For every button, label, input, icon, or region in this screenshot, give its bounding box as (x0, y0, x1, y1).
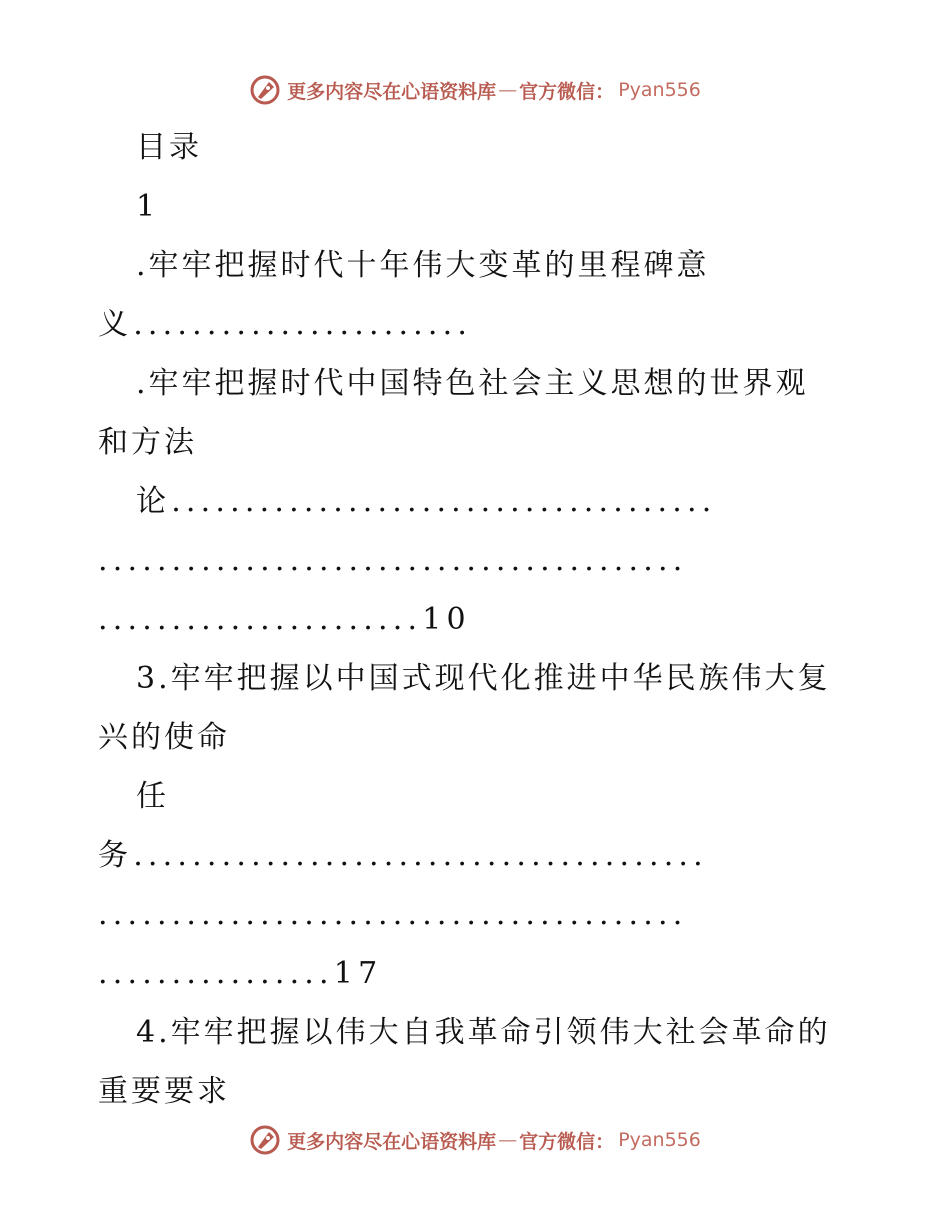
toc-item-1-line-2: 义....................... (98, 307, 473, 342)
banner-official-label: 官方微信： (519, 1130, 615, 1153)
banner-wechat-id: Pyan556 (618, 1129, 701, 1151)
header-watermark-banner (0, 70, 950, 110)
toc-item-2-line-4: ........................................ (98, 543, 688, 578)
banner-official-label: 官方微信： (519, 80, 615, 103)
banner-text: 更多内容尽在心语资料库 (287, 1130, 497, 1153)
toc-item-2-line-3: 论..................................... (136, 484, 717, 519)
footer-watermark-banner (0, 1120, 950, 1160)
pen-nib-logo-icon (249, 1124, 281, 1156)
banner-separator: — (498, 1129, 518, 1151)
toc-item-3-line-5: ........................................ (98, 897, 688, 932)
toc-item-3-line-4: 务....................................... (98, 838, 708, 873)
toc-item-2-line-2: 和方法 (98, 425, 197, 460)
table-of-contents (98, 118, 858, 1121)
toc-heading: 目录 (136, 130, 202, 165)
toc-item-1-line-1: .牢牢把握时代十年伟大变革的里程碑意 (136, 248, 710, 283)
pen-nib-logo-icon (249, 74, 281, 106)
toc-item-2-line-5: ......................10 (98, 602, 471, 637)
banner-text: 更多内容尽在心语资料库 (287, 80, 497, 103)
toc-item-4-line-1: 4.牢牢把握以伟大自我革命引领伟大社会革命的 (136, 1015, 831, 1050)
toc-item-3-line-1: 3.牢牢把握以中国式现代化推进中华民族伟大复 (136, 661, 831, 696)
toc-item-3-line-3: 任 (136, 779, 169, 814)
toc-item-3-line-6: ................17 (98, 956, 383, 991)
toc-number-1: 1 (136, 189, 159, 224)
toc-item-3-line-2: 兴的使命 (98, 720, 230, 755)
banner-wechat-id: Pyan556 (618, 79, 701, 101)
banner-separator: — (498, 79, 518, 101)
toc-item-2-line-1: .牢牢把握时代中国特色社会主义思想的世界观 (136, 366, 809, 401)
toc-item-4-line-2: 重要要求 (98, 1074, 230, 1109)
